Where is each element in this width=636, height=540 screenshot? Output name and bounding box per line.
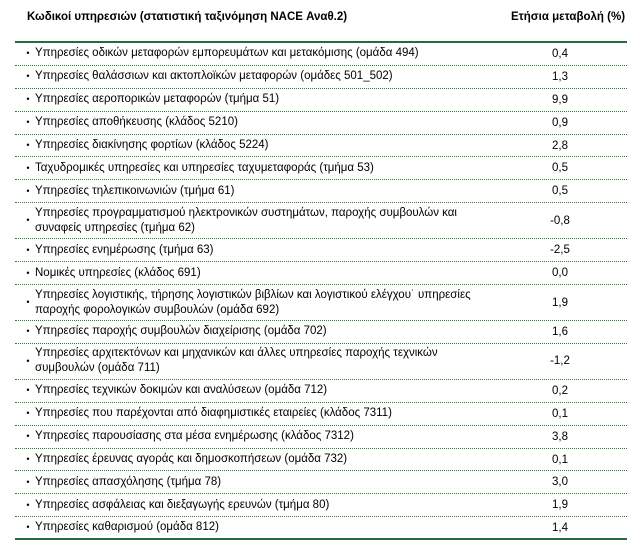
row-label: Ταχυδρομικές υπηρεσίες και υπηρεσίες ταχυμεταφοράς (τμήμα 53) [35, 161, 374, 174]
row-label: Υπηρεσίες αρχιτεκτόνων και μηχανικών και άλλες υπηρεσίες παροχής τεχνικών συμβουλών (ομάδα 711) [35, 347, 438, 375]
header-services-code: Κωδικοί υπηρεσιών (στατιστική ταξινόμηση NACE Αναθ.2) [27, 11, 348, 23]
table-body [15, 43, 627, 540]
table-row [15, 239, 627, 262]
row-value: 1,4 [552, 521, 568, 534]
row-value: 3,8 [552, 430, 568, 443]
row-value: 0,5 [552, 185, 568, 198]
row-label: Υπηρεσίες απασχόλησης (τμήμα 78) [35, 475, 222, 488]
services-price-table [15, 0, 627, 540]
bullet-icon: • [26, 117, 30, 128]
table-row [15, 203, 627, 239]
row-value: 0,1 [552, 453, 568, 466]
row-label: Υπηρεσίες οδικών μεταφορών εμπορευμάτων και μετακόμισης (ομάδα 494) [35, 47, 419, 60]
row-value: 2,8 [552, 139, 568, 152]
row-value: 0,4 [552, 47, 568, 60]
bullet-icon: • [26, 162, 30, 173]
row-value: 3,0 [552, 476, 568, 489]
table-row [15, 403, 627, 426]
bullet-icon: • [26, 408, 30, 419]
row-label: Υπηρεσίες προγραμματισμού ηλεκτρονικών συστημάτων, παροχής συμβουλών και συναφείς υπηρεσίες (τμήμα 62) [35, 206, 457, 234]
table-row [15, 285, 627, 321]
row-label: Υπηρεσίες λογιστικής, τήρησης λογιστικών βιβλίων και λογιστικού ελέγχου˙ υπηρεσίες παροχής φορολογικών συμβουλών (ομάδα 692) [35, 288, 471, 316]
row-label: Υπηρεσίες τεχνικών δοκιμών και αναλύσεων (ομάδα 712) [35, 384, 328, 397]
bullet-icon: • [26, 185, 30, 196]
row-label: Υπηρεσίες που παρέχονται από διαφημιστικές εταιρείες (κλάδος 7311) [35, 407, 392, 420]
row-value: 0,0 [552, 267, 568, 280]
bullet-icon: • [26, 326, 30, 337]
row-value: 1,9 [552, 499, 568, 512]
row-label: Υπηρεσίες καθαρισμού (ομάδα 812) [35, 521, 219, 534]
table-row [15, 344, 627, 380]
row-label: Υπηρεσίες παρουσίασης στα μέσα ενημέρωσης (κλάδος 7312) [35, 430, 354, 443]
bullet-icon: • [26, 476, 30, 487]
row-label: Υπηρεσίες αποθήκευσης (κλάδος 5210) [35, 116, 238, 129]
bullet-icon: • [26, 140, 30, 150]
row-value: 1,3 [552, 70, 568, 83]
row-value: 0,2 [552, 384, 568, 397]
bullet-icon: • [26, 48, 30, 59]
row-label: Νομικές υπηρεσίες (κλάδος 691) [35, 266, 201, 279]
table-row [15, 43, 627, 66]
bullet-icon: • [26, 499, 30, 510]
table-row [15, 66, 627, 89]
table-row [15, 89, 627, 112]
table-row [15, 112, 627, 135]
row-value: 0,9 [552, 116, 568, 129]
table-header [15, 0, 627, 43]
bullet-icon: • [26, 297, 30, 308]
table-row [15, 157, 627, 180]
row-label: Υπηρεσίες τηλεπικοινωνιών (τμήμα 61) [35, 184, 235, 197]
bullet-icon: • [26, 215, 30, 226]
bullet-icon: • [26, 431, 30, 442]
bullet-icon: • [26, 454, 30, 465]
row-value: 0,1 [552, 407, 568, 420]
bullet-icon: • [26, 355, 30, 366]
bullet-icon: • [26, 267, 30, 278]
row-value: 1,9 [552, 296, 568, 309]
table-row [15, 380, 627, 403]
row-value: -2,5 [550, 244, 570, 257]
row-label: Υπηρεσίες ασφάλειας και διεξαγωγής ερευνών (τμήμα 80) [35, 498, 330, 511]
table-row [15, 321, 627, 344]
table-row [15, 471, 627, 494]
bullet-icon: • [26, 94, 30, 105]
bullet-icon: • [26, 522, 30, 533]
row-value: 9,9 [552, 93, 568, 106]
table-row [15, 180, 627, 203]
table-row [15, 494, 627, 517]
row-label: Υπηρεσίες ενημέρωσης (τμήμα 63) [35, 243, 214, 256]
row-value: 1,6 [552, 325, 568, 338]
table-row [15, 449, 627, 472]
bullet-icon: • [26, 385, 30, 396]
bullet-icon: • [26, 71, 30, 82]
row-label: Υπηρεσίες παροχής συμβουλών διαχείρισης (ομάδα 702) [35, 325, 327, 338]
row-label: Υπηρεσίες αεροπορικών μεταφορών (τμήμα 51) [35, 93, 280, 106]
header-annual-change: Ετήσια μεταβολή (%) [510, 11, 626, 23]
row-label: Υπηρεσίες θαλάσσιων και ακτοπλοϊκών μεταφορών (ομάδες 501_502) [35, 70, 393, 83]
row-value: 0,5 [552, 162, 568, 175]
row-value: -1,2 [550, 355, 570, 368]
table-row [15, 262, 627, 285]
row-value: -0,8 [550, 214, 570, 227]
row-label: Υπηρεσίες έρευνας αγοράς και δημοσκοπήσεων (ομάδα 732) [35, 453, 348, 466]
row-label: Υπηρεσίες διακίνησης φορτίων (κλάδος 5224) [35, 139, 269, 151]
table-row [15, 135, 627, 158]
table-row [15, 517, 627, 540]
bullet-icon: • [26, 244, 30, 255]
table-row [15, 426, 627, 449]
